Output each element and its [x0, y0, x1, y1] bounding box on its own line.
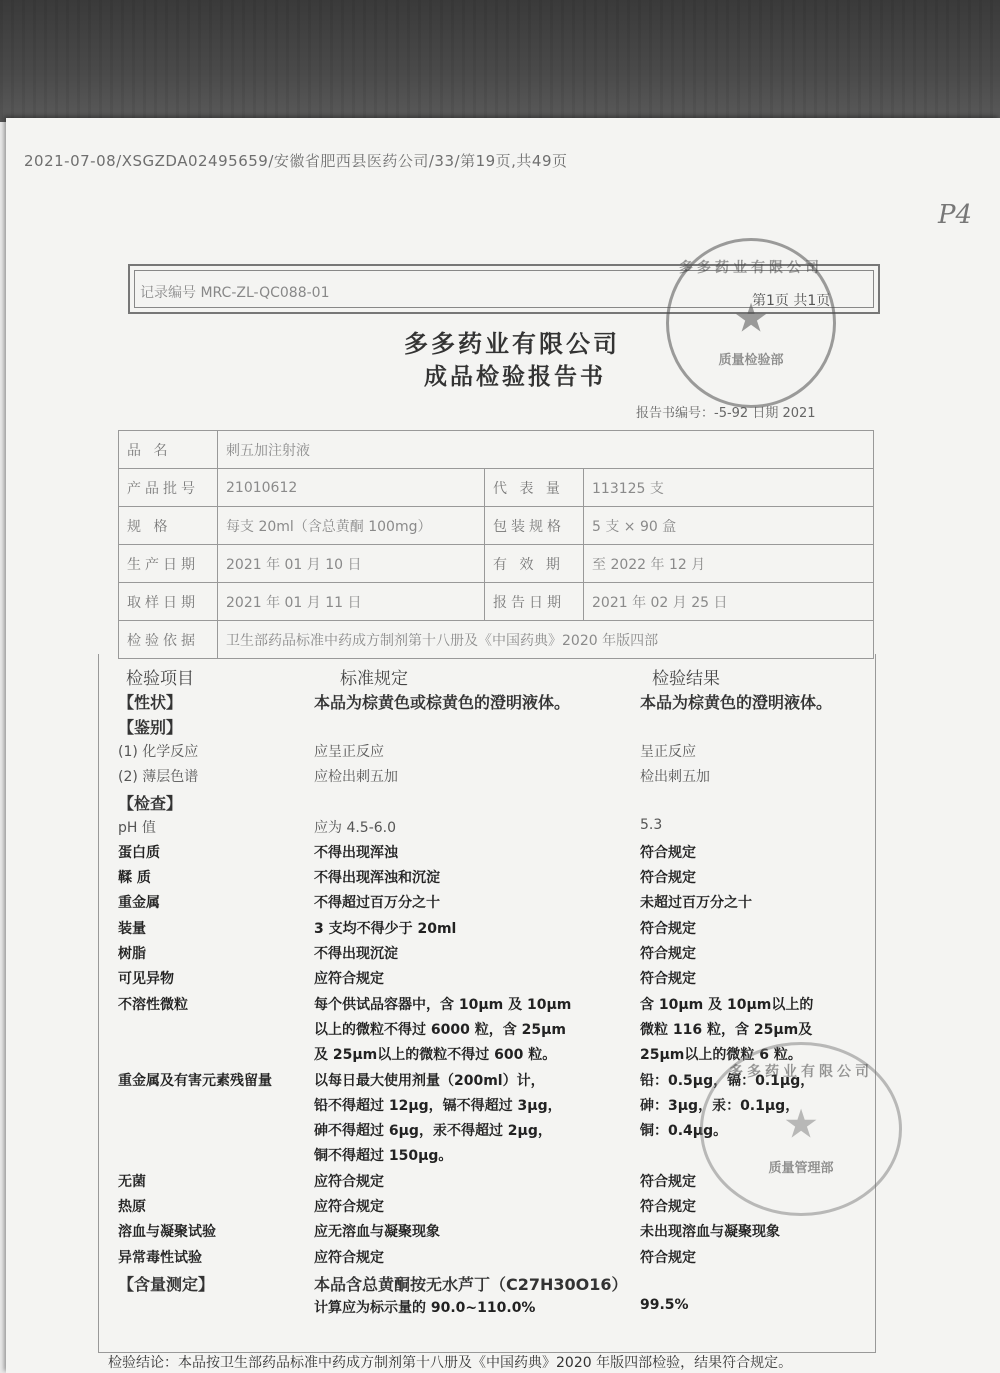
result-item-cell: 重金属及有害元素残留量 [118, 1073, 272, 1089]
star-icon: ★ [733, 295, 769, 342]
result-result-cell: 符合规定 [640, 1199, 696, 1215]
result-standard-cell: 本品含总黄酮按无水芦丁（C27H30O16） [314, 1275, 628, 1294]
result-standard-cell: 应符合规定 [314, 1174, 384, 1190]
result-item-cell: 鞣 质 [118, 870, 151, 886]
result-item-cell: (1) 化学反应 [118, 744, 199, 760]
scan-header: 2021-07-08/XSGZDA02495659/安徽省肥西县医药公司/33/第19页,共49页 [24, 152, 568, 170]
quality-seal-stamp [700, 1042, 902, 1216]
result-standard-cell: 铅不得超过 12μg，镉不得超过 3μg， [314, 1098, 562, 1114]
result-item-cell: 【性状】 [118, 693, 183, 712]
rep-qty-label: 代 表 量 [485, 469, 584, 507]
result-item-cell: 热原 [118, 1199, 146, 1215]
result-standard-cell: 计算应为标示量的 90.0~110.0% [314, 1300, 536, 1316]
result-result-cell: 检出刺五加 [640, 769, 710, 785]
report-number: 报告书编号：-5-92 日期 2021 [636, 406, 816, 421]
result-item-cell: pH 值 [118, 820, 156, 836]
result-item-cell: 溶血与凝聚试验 [118, 1224, 216, 1240]
pack-value: 5 支 × 90 盒 [584, 507, 874, 545]
name-value: 刺五加注射液 [218, 431, 874, 469]
col-head-standard: 标准规定 [340, 669, 408, 689]
result-standard-cell: 3 支均不得少于 20ml [314, 921, 457, 937]
rep-qty-value: 113125 支 [584, 469, 874, 507]
sample-date-label: 取样日期 [119, 583, 218, 621]
col-head-result: 检验结果 [652, 669, 720, 689]
result-standard-cell: 不得超过百万分之十 [314, 895, 440, 911]
result-standard-cell: 不得出现浑浊 [314, 845, 398, 861]
result-result-cell: 砷：3μg，汞：0.1μg， [640, 1098, 800, 1114]
result-result-cell: 呈正反应 [640, 744, 696, 760]
star-icon: ★ [783, 1101, 819, 1148]
name-label: 品 名 [119, 431, 218, 469]
result-result-cell: 99.5% [640, 1297, 689, 1313]
prod-date-value: 2021 年 01 月 10 日 [218, 545, 485, 583]
result-result-cell: 铜：0.4μg。 [640, 1123, 728, 1139]
sample-date-value: 2021 年 01 月 11 日 [218, 583, 485, 621]
result-standard-cell: 以每日最大使用剂量（200ml）计， [314, 1073, 545, 1089]
result-item-cell: 重金属 [118, 895, 160, 911]
result-result-cell: 符合规定 [640, 870, 696, 886]
batch-value: 21010612 [218, 469, 485, 507]
report-date-value: 2021 年 02 月 25 日 [584, 583, 874, 621]
result-item-cell: 【检查】 [118, 794, 183, 813]
doc-number: 记录编号 MRC-ZL-QC088-01 [140, 285, 330, 301]
result-standard-cell: 铜不得超过 150μg。 [314, 1148, 453, 1164]
result-item-cell: 【鉴别】 [118, 718, 183, 737]
result-result-cell: 符合规定 [640, 1174, 696, 1190]
batch-label: 产品批号 [119, 469, 218, 507]
product-info-table [118, 430, 874, 659]
result-standard-cell: 及 25μm以上的微粒不得过 600 粒。 [314, 1047, 557, 1063]
result-item-cell: 异常毒性试验 [118, 1250, 202, 1266]
company-name: 多多药业有限公司 [404, 329, 620, 358]
seal-arc-text: 多多药业有限公司 [679, 260, 823, 276]
result-standard-cell: 应检出刺五加 [314, 769, 398, 785]
expiry-value: 至 2022 年 12 月 [584, 545, 874, 583]
result-standard-cell: 以上的微粒不得过 6000 粒，含 25μm [314, 1022, 566, 1038]
page-number: 第1页 共1页 [752, 293, 831, 309]
result-item-cell: 不溶性微粒 [118, 997, 188, 1013]
basis-value: 卫生部药品标准中药成方制剂第十八册及《中国药典》2020 年版四部 [218, 621, 874, 659]
result-result-cell: 未出现溶血与凝聚现象 [640, 1224, 780, 1240]
basis-label: 检验依据 [119, 621, 218, 659]
handwritten-page-mark: P4 [938, 200, 973, 230]
seal-arc-text: 多多药业有限公司 [729, 1064, 873, 1080]
result-standard-cell: 不得出现沉淀 [314, 946, 398, 962]
prod-date-label: 生产日期 [119, 545, 218, 583]
result-standard-cell: 应符合规定 [314, 1199, 384, 1215]
result-result-cell: 铅：0.5μg，镉：0.1μg， [640, 1073, 815, 1089]
result-item-cell: (2) 薄层色谱 [118, 769, 199, 785]
result-item-cell: 树脂 [118, 946, 146, 962]
result-result-cell: 符合规定 [640, 971, 696, 987]
result-standard-cell: 应为 4.5-6.0 [314, 820, 397, 836]
seal-dept-text: 质量检验部 [718, 353, 784, 368]
result-standard-cell: 应符合规定 [314, 971, 384, 987]
result-item-cell: 【含量测定】 [118, 1275, 215, 1294]
result-result-cell: 符合规定 [640, 845, 696, 861]
result-standard-cell: 不得出现浑浊和沉淀 [314, 870, 440, 886]
result-item-cell: 蛋白质 [118, 845, 160, 861]
result-standard-cell: 应无溶血与凝聚现象 [314, 1224, 440, 1240]
seal-dept-text: 质量管理部 [768, 1161, 834, 1176]
result-result-cell: 微粒 116 粒，含 25μm及 [640, 1022, 813, 1038]
result-result-cell: 符合规定 [640, 1250, 696, 1266]
expiry-label: 有 效 期 [485, 545, 584, 583]
result-standard-cell: 每个供试品容器中，含 10μm 及 10μm [314, 997, 572, 1013]
pack-label: 包装规格 [485, 507, 584, 545]
report-date-label: 报告日期 [485, 583, 584, 621]
result-result-cell: 符合规定 [640, 946, 696, 962]
report-title: 成品检验报告书 [424, 363, 606, 390]
result-standard-cell: 应呈正反应 [314, 744, 384, 760]
result-result-cell: 符合规定 [640, 921, 696, 937]
result-standard-cell: 应符合规定 [314, 1250, 384, 1266]
spec-value: 每支 20ml（含总黄酮 100mg） [218, 507, 485, 545]
spec-label: 规 格 [119, 507, 218, 545]
result-result-cell: 未超过百万分之十 [640, 895, 752, 911]
scan-top-band [0, 0, 1000, 122]
result-result-cell: 含 10μm 及 10μm以上的 [640, 997, 814, 1013]
result-item-cell: 无菌 [118, 1174, 146, 1190]
result-result-cell: 本品为棕黄色的澄明液体。 [640, 693, 833, 712]
result-standard-cell: 本品为棕黄色或棕黄色的澄明液体。 [314, 693, 571, 712]
result-item-cell: 装量 [118, 921, 146, 937]
col-head-item: 检验项目 [126, 669, 194, 689]
result-result-cell: 25μm以上的微粒 6 粒。 [640, 1047, 802, 1063]
result-result-cell: 5.3 [640, 817, 663, 833]
conclusion: 检验结论：本品按卫生部药品标准中药成方制剂第十八册及《中国药典》2020 年版四部检验，结果符合规定。 [108, 1355, 793, 1371]
result-item-cell: 可见异物 [118, 971, 174, 987]
company-seal-stamp [666, 238, 836, 408]
result-standard-cell: 砷不得超过 6μg，汞不得超过 2μg， [314, 1123, 552, 1139]
